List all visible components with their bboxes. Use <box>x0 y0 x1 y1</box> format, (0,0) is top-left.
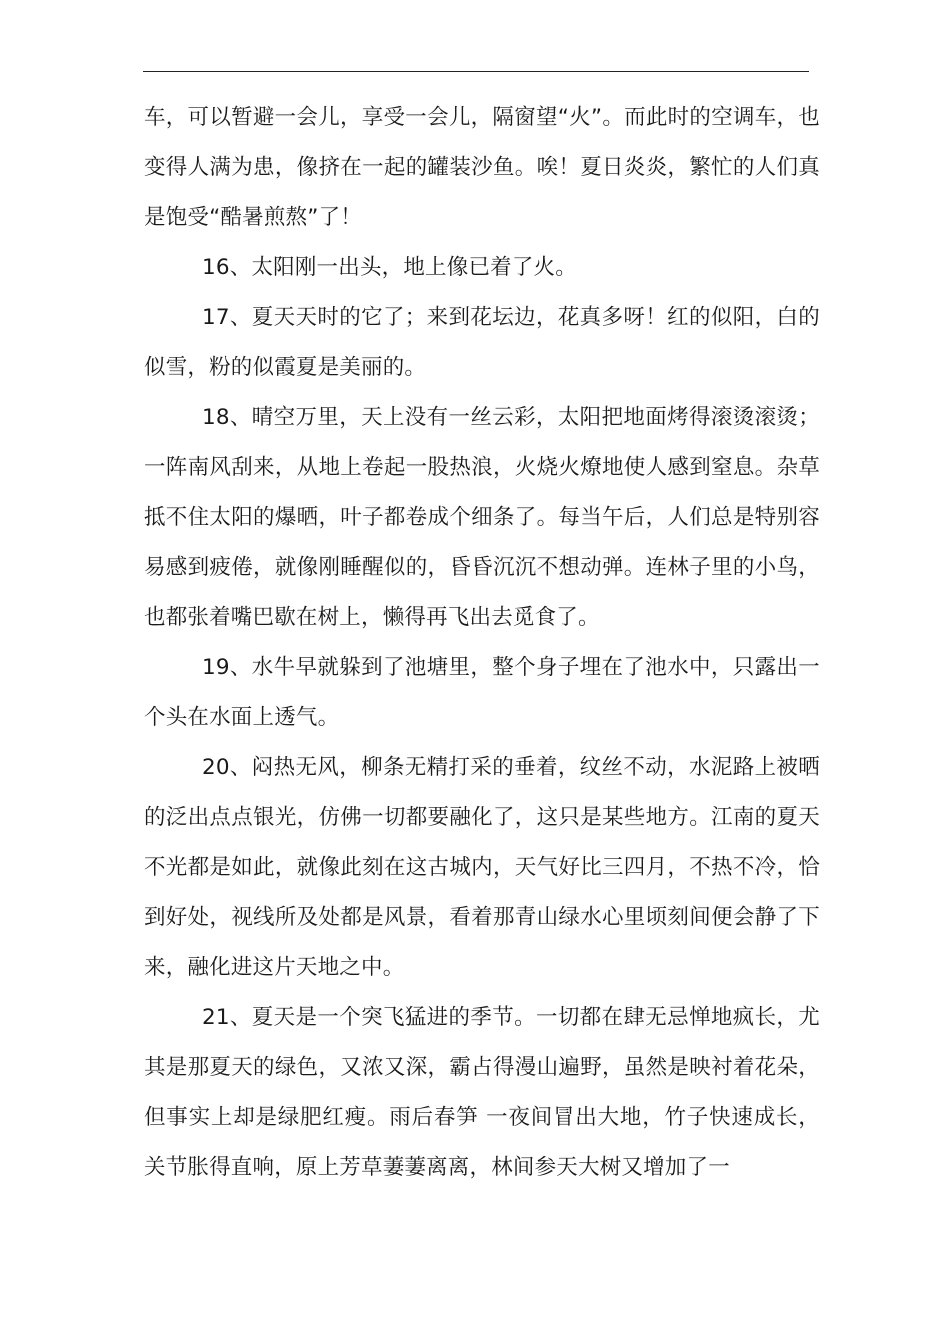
paragraph-item-20: 20、闷热无风，柳条无精打采的垂着，纹丝不动，水泥路上被晒的泛出点点银光，仿佛一切都要融化了，这只是某些地方。江南的夏天不光都是如此，就像此刻在这古城内，天气好比三四月，不热不冷，恰到好处，视线所及处都是风景，看着那青山绿水心里顷刻间便会静了下来，融化进这片天地之中。 <box>144 755 820 980</box>
paragraph-item-19: 19、水牛早就躲到了池塘里，整个身子埋在了池水中，只露出一个头在水面上透气。 <box>144 655 820 730</box>
header-rule <box>143 71 809 72</box>
document-body <box>144 93 820 1193</box>
paragraph-item-18: 18、晴空万里，天上没有一丝云彩，太阳把地面烤得滚烫滚烫；一阵南风刮来，从地上卷起一股热浪，火烧火燎地使人感到窒息。杂草抵不住太阳的爆晒，叶子都卷成个细条了。每当午后，人们总是特别容易感到疲倦，就像刚睡醒似的，昏昏沉沉不想动弹。连林子里的小鸟，也都张着嘴巴歇在树上，懒得再飞出去觅食了。 <box>144 405 820 630</box>
paragraph-item-16: 16、太阳刚一出头，地上像已着了火。 <box>202 255 577 280</box>
paragraph-item-21: 21、夏天是一个突飞猛进的季节。一切都在肆无忌惮地疯长，尤其是那夏天的绿色，又浓又深，霸占得漫山遍野，虽然是映衬着花朵，但事实上却是绿肥红瘦。雨后春笋 一夜间冒出大地，竹子快速成长，关节胀得直响，原上芳草萋萋离离，林间参天大树又增加了一 <box>144 1005 820 1180</box>
paragraph-item-17: 17、夏天天时的它了；来到花坛边，花真多呀！红的似阳，白的似雪，粉的似霞夏是美丽的。 <box>144 305 820 380</box>
paragraph-continuation: 车，可以暂避一会儿，享受一会儿，隔窗望“火”。而此时的空调车，也变得人满为患，像挤在一起的罐装沙鱼。唉！夏日炎炎，繁忙的人们真是饱受“酷暑煎熬”了！ <box>144 105 820 230</box>
